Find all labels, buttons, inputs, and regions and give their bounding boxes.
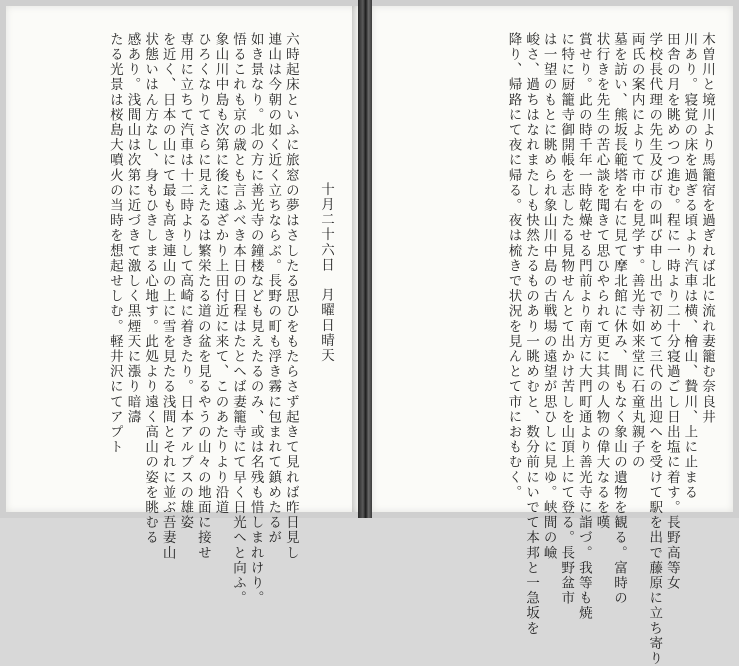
- left-line-6: ひろくなりてさらに見えたるは繁栄たる道の盆を見るやうの山々の地面に接せ: [194, 32, 211, 561]
- book-gutter: [358, 0, 372, 518]
- left-line-8: を近く、日本の山にて最も高き連山の上に雪を見たる浅間とそれに並ぶ吾妻山: [159, 32, 176, 561]
- left-line-3: 如き景なり。北の方に善光寺の鐘楼なども見えたるのみ、或は名残も惜しまれけり。: [247, 32, 264, 606]
- right-page-text: [385, 32, 715, 666]
- left-line-2: 連山は今朝の如く近く立ちならぶ。長野の町も浮き霧に包まれて鎮めたるが: [265, 32, 282, 546]
- right-line-5: 両氏の案内によりて市中を見学す。善光寺如来堂に石童丸親子の: [628, 32, 645, 470]
- left-line-9: 状態いはん方なし、身もひきしまる心地す。此処より遠く高山の姿を眺むる: [142, 32, 159, 546]
- left-line-10: 感あり。浅間山は次第に近づきて激しく黒煙天に漲り暗濤: [124, 32, 141, 425]
- right-line-4: 学校長代理の先生及び市の叫び申し出で初めて三代の出迎へを受けて駅を出で藤原に立ち寄り: [646, 32, 663, 666]
- right-line-9: に特に厨籠寺御開帳を志したる見物せんとて出かけ苦しを山頂上にて登る。長野盆市: [558, 32, 575, 606]
- left-line-11: たる光景は桜島大噴火の当時を想起せしむ。軽井沢にてアプト: [106, 32, 123, 455]
- diary-date: 十月二十六日 月曜日: [318, 182, 334, 333]
- left-line-1: 六時起床といふに旅窓の夢はさしたる思ひをもたらさず起きて見れば昨日見し: [282, 32, 299, 561]
- right-line-11: 峻さ、過ちはなれまたしも快然たるものあり一眺めむと、数分前にいでて本邦と一急坂を: [523, 32, 540, 636]
- right-line-2: 川あり。寝覚の床を過ぎる頃より汽車は横、檜山、贄川、上に止まる: [681, 32, 698, 501]
- left-page: [6, 6, 358, 606]
- diary-weather: 晴天: [318, 333, 334, 364]
- left-line-4: 悟るこれも京の歳とも言ふべき本日の日程はたとへば妻籠寺にて早く日光へと向ふ。: [230, 32, 247, 606]
- left-line-5: 象山川中島も次第に後に遠ざかり上田付近に来て、このあたりより沿道: [212, 32, 229, 516]
- right-line-10: は一望のもとに眺められ象山川中島の古戦場の遠望が思ひしに見ゆ。峡間の嶮: [540, 32, 557, 561]
- right-line-3: 田舎の月を眺めつつ進む。程に一時より二十分寝過ごし日出塩に着す。長野高等女: [663, 32, 680, 591]
- line-spacer: [299, 32, 317, 50]
- left-page-text: [28, 32, 334, 606]
- right-line-7: 状行きを先生の苦心談を聞きて思ひやられて更に其の人物の偉大なるを嘆: [593, 32, 610, 531]
- right-line-6: 墓を訪い、熊坂長範塔を右に見て摩北館に休み、間もなく象山の遺物を観る。富時の: [611, 32, 628, 606]
- right-page: [372, 6, 733, 666]
- diary-date-heading: [316, 32, 334, 502]
- right-line-12: 降り、帰路にて夜に帰る。夜は梳きで状況を見んとて市におもむく。: [505, 32, 522, 501]
- right-line-1: 木曽川と境川より馬籠宿を過ぎれば北に流れ妻籠む奈良井: [699, 32, 715, 425]
- right-line-8: 賞せり。此の時千年一時乾燥せる門前より南方に大門町通より善光寺に詣づ。我等も焼: [575, 32, 592, 621]
- left-line-7: 専用に立ちて汽車は十二時よりして高崎に着きたり。日本アルプスの雄姿: [177, 32, 194, 531]
